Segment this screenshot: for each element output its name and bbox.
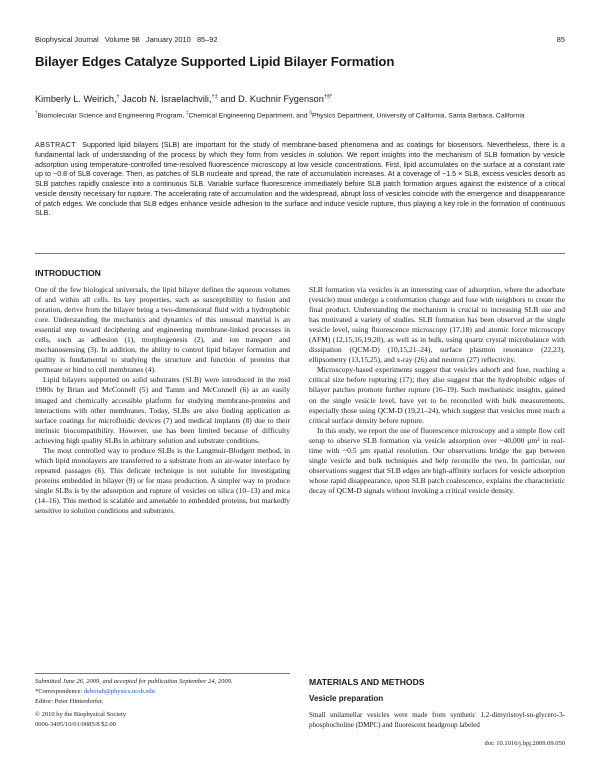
author-name: Jacob N. Israelachvili,	[122, 94, 212, 105]
author-name: Kimberly L. Weirich,	[35, 94, 117, 105]
submission-dates: Submitted June 26, 2009, and accepted for publication September 24, 2009.	[35, 678, 233, 685]
body-paragraph: Microscopy-based experiments suggest that vesicles adsorb and fuse, reaching a critical size before rupturing (17); they also suggest that the hydrophobic edges of bilayer patches promote further rupture (16–19). Such mechanistic insights, gained on the single vesicle level, have yet to be reconciled with bulk measurements, especially those using QCM-D (19,21–24), which suggest that vesicles must reach a critical surface density before rupture.	[309, 365, 565, 425]
section-heading-introduction: INTRODUCTION	[35, 268, 101, 278]
paper-title: Bilayer Edges Catalyze Supported Lipid Bilayer Formation	[35, 54, 395, 69]
correspondence-email-link[interactable]: deborah@physics.ucsb.edu	[83, 688, 155, 695]
affiliation: Chemical Engineering Department, and	[188, 112, 308, 120]
abstract-divider	[35, 253, 565, 254]
issn-code: 0006-3495/10/01/0085/8 $2.00	[35, 721, 116, 728]
body-paragraph: SLB formation via vesicles is an interesting case of adsorption, where the adsorbate (vesicle) must undergo a conformation change and fuse with neighbors to create the final product. Understanding the mechanism is crucial to increasing SLB use and has motivated a variety of studies. SLB formation has been observed at the single vesicle level, using fluorescence microscopy (17,18) and atomic force microscopy (AFM) (12,15,16,19,20), as well as in bulk, using quartz crystal microbalance with dissipation (QCM-D) (10,15,21–24), surface plasmon resonance (22,23), ellipsometry (13,15,25), and x-ray (26) and neutron (27) reflectivity.	[309, 285, 565, 365]
section-heading-methods: MATERIALS AND METHODS	[309, 677, 425, 687]
affil-mark: ‡	[186, 110, 189, 115]
journal-name: Biophysical Journal	[35, 35, 99, 44]
left-column	[35, 285, 290, 516]
affil-mark: †	[35, 110, 38, 115]
affil-mark: §	[309, 110, 312, 115]
footnotes	[35, 677, 290, 730]
body-paragraph: The most controlled way to produce SLBs is the Langmuir-Blodgett method, in which lipid monolayers are transferred to a substrate from an air-water interface by repeated passages (6). This delicate technique is not suitable for investigating proteins embedded in bilayer (9) or for mass production. A simpler way to produce single SLBs is by the adsorption and rupture of vesicles on silica (10–13) and mica (14–16). This method is scalable and amenable to embedded proteins, but markedly sensitive to solution conditions and substrates.	[35, 445, 290, 516]
author-affil-mark: †§*	[323, 94, 333, 100]
page-number: 85	[556, 35, 565, 44]
author-affil-mark: †‡	[211, 94, 218, 100]
right-column	[309, 285, 565, 496]
affiliation: Physics Department, University of California, Santa Barbara, California	[311, 112, 525, 120]
affiliations	[35, 108, 565, 121]
correspondence-label: *Correspondence:	[35, 688, 83, 695]
body-paragraph: Small unilamellar vesicles were made from synthetic 1,2-dimyristoyl-sn-glycero-3-phosphocholine (DMPC) and fluorescent headgroup labeled	[309, 711, 565, 729]
subsection-heading-vesicle-preparation: Vesicle preparation	[309, 694, 384, 703]
journal-date: January 2010	[145, 35, 191, 44]
methods-text	[309, 711, 565, 730]
author-list	[35, 94, 565, 104]
body-paragraph: One of the few biological universals, the lipid bilayer defines the aqueous volumes of and within all cells. Its key properties, such as susceptibility to fusion and poration, derive from the bilayer being a two-dimensional fluid with a hydrophobic core. Understanding the mechanics and dynamics of this unusual material is an essential step toward deciphering and engineering membrane-linked processes in cells, such as adhesion (1), morphogenesis (2), and ion transport and mechanosensing (3). In addition, the ability to control lipid bilayer formation and quality is fundamental to studying the structure and function of proteins that permeate or bind to cell membranes (4).	[35, 285, 290, 375]
doi-identifier: doi: 10.1016/j.bpj.2009.09.050	[484, 740, 565, 747]
copyright-notice: © 2010 by the Biophysical Society	[35, 711, 127, 718]
abstract-label: ABSTRACT	[35, 141, 77, 149]
abstract-text: Supported lipid bilayers (SLB) are important for the study of membrane-based phenomena and as coatings for biosensors. Nevertheless, there is a fundamental lack of understanding of the process by which they form from vesicles in solution. We report insights into the mechanism of SLB formation by vesicle adsorption using temperature-controlled time-resolved fluorescence microscopy at low vesicle concentrations. First, lipid accumulates on the surface at a constant rate up to ~0.8 of SLB coverage. Then, as patches of SLB nucleate and spread, the rate of accumulation increases. At a coverage of ~1.5 × SLB, excess vesicles desorb as SLB patches rapidly coalesce into a continuous SLB. Variable surface fluorescence immediately before SLB patch formation argues against the existence of a critical vesicle density necessary for rupture. The accelerating rate of accumulation and the widespread, abrupt loss of vesicles coincide with the emergence and disappearance of patch edges. We conclude that SLB edges enhance vesicle adhesion to the surface and induce vesicle rupture, thus playing a key role in the formation of continuous SLB.	[35, 141, 565, 218]
author-affil-mark: †	[116, 94, 120, 100]
running-head	[35, 35, 565, 44]
author-name: D. Kuchnir Fygenson	[238, 94, 324, 105]
journal-volume: Volume 98	[104, 35, 140, 44]
body-paragraph: In this study, we report the use of fluorescence microscopy and a simple flow cell setup to observe SLB formation via vesicle adsorption over ~40,000 μm² in real-time with ~0.5 μm spatial resolution. Our observations bridge the gap between single vesicle and bulk techniques and help reconcile the two. In particular, our observations suggest that SLB edges are high-affinity surfaces for vesicle adsorption whose rapid disappearance, upon SLB patch coalescence, explains the characteristic decay of QCM-D signals without invoking a critical vesicle density.	[309, 425, 565, 495]
affiliation: Biomolecular Science and Engineering Program,	[37, 112, 185, 120]
editor-note: Editor: Peter Hinterdorfer.	[35, 698, 104, 705]
page-range: 85–92	[196, 35, 218, 44]
author-conjunction: and	[220, 94, 236, 105]
body-paragraph: Lipid bilayers supported on solid substrates (SLB) were introduced in the mid 1980s by Brian and McConnell (5) and Tamm and McConnell (6) as an easily imaged and chemically accessible platform for studying membrane-proteins and interactions with other membranes. Today, SLBs are also finding application as surface coatings for microfluidic devices (7) and medical implants (8) due to their intrinsic biocompatibility. However, use has been limited because of difficulty achieving high quality SLBs in arbitrary solution and substrate conditions.	[35, 375, 290, 445]
correspondence	[35, 687, 290, 697]
footnote-divider	[35, 673, 290, 674]
abstract	[35, 141, 565, 219]
